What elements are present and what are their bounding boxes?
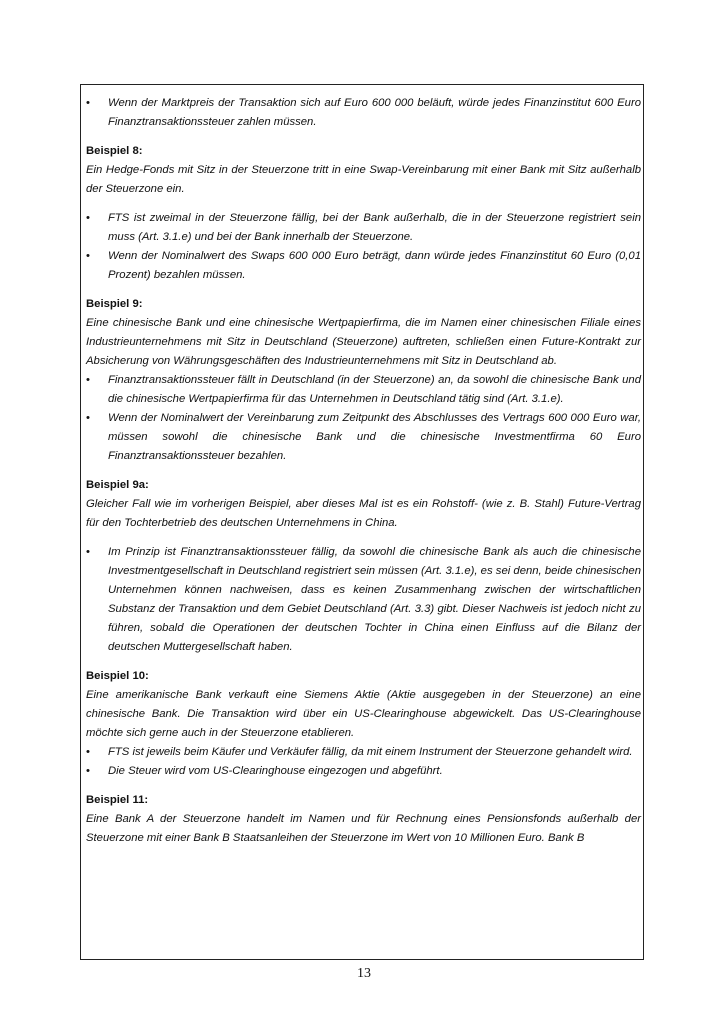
- bullet-item: [86, 247, 643, 285]
- example-heading: Beispiel 9:: [86, 298, 143, 310]
- bullet-item: [86, 409, 643, 466]
- bullet-item: [86, 371, 643, 409]
- content-block: [86, 142, 643, 199]
- content-block: [86, 295, 643, 466]
- bullet-item: [86, 543, 643, 657]
- example-heading: Beispiel 9a:: [86, 479, 149, 491]
- bullet-text: Finanztransaktionssteuer fällt in Deutschland (in der Steuerzone) an, da sowohl die chinesische Bank und die chinesische Wertpapierfirma für das Unternehmen in Deutschland tätig sind (Art. 3.1.e).: [108, 374, 641, 405]
- example-paragraph: Ein Hedge-Fonds mit Sitz in der Steuerzone tritt in eine Swap-Vereinbarung mit einer Bank mit Sitz außerhalb der Steuerzone ein.: [86, 164, 641, 195]
- bullet-text: Die Steuer wird vom US-Clearinghouse eingezogen und abgeführt.: [108, 765, 443, 777]
- bullet-icon: •: [86, 746, 90, 758]
- bullet-item: [86, 743, 643, 762]
- bullet-icon: •: [86, 250, 90, 262]
- bullet-item: [86, 762, 643, 781]
- content-block: [86, 94, 643, 132]
- bullet-icon: •: [86, 97, 90, 109]
- bullet-icon: •: [86, 374, 90, 386]
- document-body: [86, 94, 643, 848]
- bullet-icon: •: [86, 765, 90, 777]
- bullet-text: FTS ist zweimal in der Steuerzone fällig, bei der Bank außerhalb, die in der Steuerzone registriert sein muss (Art. 3.1.e) und bei der Bank innerhalb der Steuerzone.: [108, 212, 641, 243]
- bullet-item: [86, 94, 643, 132]
- bullet-icon: •: [86, 212, 90, 224]
- bullet-text: Wenn der Nominalwert der Vereinbarung zum Zeitpunkt des Abschlusses des Vertrags 600 000 Euro war, müssen sowohl die chinesische Bank und die chinesische Investmentfirma 60 Euro Finanztransaktionssteuer bezahlen.: [108, 412, 641, 462]
- content-block: [86, 476, 643, 533]
- bullet-icon: •: [86, 546, 90, 558]
- bullet-text: FTS ist jeweils beim Käufer und Verkäufer fällig, da mit einem Instrument der Steuerzone gehandelt wird.: [108, 746, 633, 758]
- bullet-text: Wenn der Nominalwert des Swaps 600 000 Euro beträgt, dann würde jedes Finanzinstitut 60 Euro (0,01 Prozent) bezahlen müssen.: [108, 250, 641, 281]
- content-block: [86, 543, 643, 657]
- example-paragraph: Gleicher Fall wie im vorherigen Beispiel, aber dieses Mal ist es ein Rohstoff- (wie z. B. Stahl) Future-Vertrag für den Tochterbetrieb des deutschen Unternehmens in China.: [86, 498, 641, 529]
- content-block: [86, 667, 643, 781]
- example-paragraph: Eine chinesische Bank und eine chinesische Wertpapierfirma, die im Namen einer chinesischen Filiale eines Industrieunternehmens mit Sitz in Deutschland (Steuerzone) auftreten, schließen einen Future-Kontrakt zur Absicherung von Währungsgeschäften des Industrieunternehmens mit Sitz in Deutschland ab.: [86, 317, 641, 367]
- bullet-text: Im Prinzip ist Finanztransaktionssteuer fällig, da sowohl die chinesische Bank als auch die chinesische Investmentgesellschaft in Deutschland registriert sein müssen (Art. 3.1.e), es sei denn, beide chinesischen Unternehmen können nachweisen, dass es keinen Zusammenhang zwischen der wirtschaftlichen Substanz der Transaktion und dem Gebiet Deutschland (Art. 3.3) gibt. Dieser Nachweis ist jedoch nicht zu führen, sobald die Operationen der deutschen Tochter in China einen Einfluss auf die Bilanz der deutschen Muttergesellschaft haben.: [108, 546, 641, 653]
- document-frame: [80, 84, 644, 960]
- content-block: [86, 209, 643, 285]
- example-paragraph: Eine Bank A der Steuerzone handelt im Namen und für Rechnung eines Pensionsfonds außerhalb der Steuerzone mit einer Bank B Staatsanleihen der Steuerzone im Wert von 10 Millionen Euro. Bank B: [86, 813, 641, 844]
- example-heading: Beispiel 10:: [86, 670, 149, 682]
- example-paragraph: Eine amerikanische Bank verkauft eine Siemens Aktie (Aktie ausgegeben in der Steuerzone) an eine chinesische Bank. Die Transaktion wird über ein US-Clearinghouse abgewickelt. Das US-Clearinghouse möchte sich gerne auch in der Steuerzone etablieren.: [86, 689, 641, 739]
- example-heading: Beispiel 11:: [86, 794, 149, 806]
- bullet-item: [86, 209, 643, 247]
- content-block: [86, 791, 643, 848]
- page-number: 13: [357, 966, 371, 981]
- bullet-icon: •: [86, 412, 90, 424]
- example-heading: Beispiel 8:: [86, 145, 143, 157]
- bullet-text: Wenn der Marktpreis der Transaktion sich auf Euro 600 000 beläuft, würde jedes Finanzinstitut 600 Euro Finanztransaktionssteuer zahlen müssen.: [108, 97, 641, 128]
